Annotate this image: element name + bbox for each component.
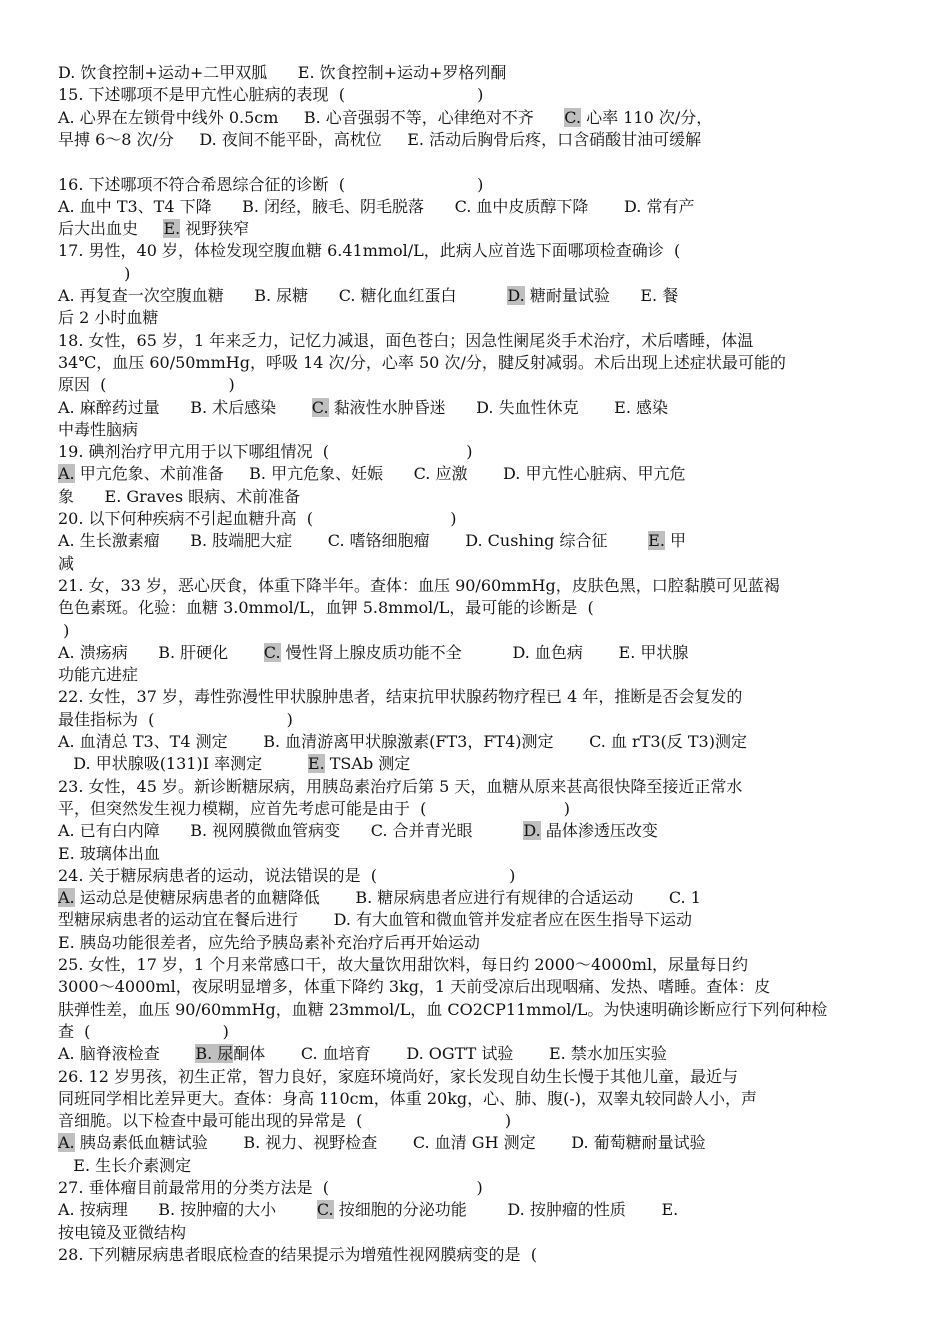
text-line: 16. 下述哪项不符合希恩综合征的诊断 ( ) — [58, 174, 484, 194]
answer-highlight: E. — [307, 754, 325, 774]
text-line: ) — [58, 620, 70, 640]
text-line: 后大出血史 E. 视野狭窄 — [58, 219, 250, 239]
text-line: E. 胰岛功能很差者，应先给予胰岛素补充治疗后再开始运动 — [58, 932, 480, 952]
text-line: 中毒性脑病 — [58, 419, 139, 439]
text-line: A. 脑脊液检查 B. 尿酮体 C. 血培育 D. OGTT 试验 E. 禁水加压实验 — [58, 1044, 667, 1064]
text-line: 同班同学相比差异更大。查体：身高 110cm，体重 20kg，心、肺、腹(-)，双睾丸较同龄人小，声 — [58, 1088, 758, 1108]
text-line: 肤弹性差，血压 90/60mmHg，血糖 23mmol/L，血 CO2CP11mmol/L。为快速明确诊断应行下列何种检 — [58, 999, 828, 1019]
text-line: 按电镜及亚微结构 — [58, 1222, 187, 1242]
answer-highlight: E. — [648, 531, 665, 551]
text-line: A. 麻醉药过量 B. 术后感染 C. 黏液性水肿昏迷 D. 失血性休克 E. 感染 — [58, 397, 669, 417]
text-line: A. 胰岛素低血糖试验 B. 视力、视野检查 C. 血清 GH 测定 D. 葡萄糖耐量试验 — [58, 1133, 706, 1153]
text-line: A. 按病理 B. 按肿瘤的大小 C. 按细胞的分泌功能 D. 按肿瘤的性质 E. — [58, 1200, 679, 1220]
text-line: 24. 关于糖尿病患者的运动，说法错误的是 ( ) — [58, 865, 516, 885]
answer-highlight: D. — [507, 286, 525, 305]
text-line: A. 运动总是使糖尿病患者的血糖降低 B. 糖尿病患者应进行有规律的合适运动 C. 1 — [58, 888, 701, 908]
text-line: 型糖尿病患者的运动宜在餐后进行 D. 有大血管和微血管并发症者应在医生指导下运动 — [58, 910, 693, 930]
text-line: 15. 下述哪项不是甲亢性心脏病的表现 ( ) — [58, 85, 484, 105]
text-line: A. 血中 T3、T4 下降 B. 闭经，腋毛、阴毛脱落 C. 血中皮质醇下降 D. 常有产 — [58, 196, 695, 216]
text-line: 功能亢进症 — [58, 665, 139, 685]
text-line: A. 心界在左锁骨中线外 0.5cm B. 心音强弱不等，心律绝对不齐 C. 心率 110 次/分， — [58, 107, 713, 127]
answer-highlight: C. — [311, 397, 329, 417]
text-line: 平，但突然发生视力模糊，应首先考虑可能是由于 ( ) — [58, 798, 570, 818]
answer-highlight: C. — [564, 107, 582, 127]
answer-highlight: C. — [263, 642, 281, 662]
text-line: 17. 男性，40 岁，体检发现空腹血糖 6.41mmol/L，此病人应首选下面哪项检查确诊 ( — [58, 241, 681, 261]
text-line — [58, 151, 888, 173]
text-line: 3000～4000ml，夜尿明显增多，体重下降约 3kg，1 天前受凉后出现咽痛、发热、嗜睡。查体：皮 — [58, 977, 771, 997]
answer-highlight: B. 尿 — [195, 1044, 234, 1064]
answer-highlight: A. — [58, 888, 75, 908]
text-line: A. 溃疡病 B. 肝硬化 C. 慢性肾上腺皮质功能不全 D. 血色病 E. 甲状腺 — [58, 642, 689, 662]
text-line: 28. 下列糖尿病患者眼底检查的结果提示为增殖性视网膜病变的是 ( — [58, 1244, 537, 1264]
text-line: 27. 垂体瘤目前最常用的分类方法是 ( ) — [58, 1178, 483, 1197]
text-line: 查 ( ) — [58, 1021, 229, 1041]
answer-highlight: E. — [163, 219, 181, 239]
answer-highlight: D. — [523, 821, 541, 841]
text-line: A. 生长激素瘤 B. 肢端肥大症 C. 嗜铬细胞瘤 D. Cushing 综合征 E. 甲 — [58, 531, 687, 551]
text-line: 25. 女性，17 岁，1 个月来常感口干，故大量饮用甜饮料，每日约 2000～4000ml，尿量每日约 — [58, 955, 749, 974]
text-line: A. 血清总 T3、T4 测定 B. 血清游离甲状腺激素(FT3，FT4)测定 C. 血 rT3(反 T3)测定 — [58, 732, 747, 751]
text-line: 象 E. Graves 眼病、术前准备 — [58, 486, 301, 506]
text-line: 音细脆。以下检查中最可能出现的异常是 ( ) — [58, 1111, 512, 1131]
text-line: 原因 ( ) — [58, 375, 235, 395]
answer-highlight: A. — [58, 1133, 75, 1153]
answer-highlight: A. — [58, 464, 75, 484]
text-line: 26. 12 岁男孩，初生正常，智力良好，家庭环境尚好，家长发现自幼生长慢于其他儿童，最近与 — [58, 1066, 738, 1086]
text-line: A. 再复查一次空腹血糖 B. 尿糖 C. 糖化血红蛋白 D. 糖耐量试验 E. 餐 — [58, 286, 679, 305]
text-line: E. 生长介素测定 — [58, 1155, 192, 1175]
text-line: 22. 女性，37 岁，毒性弥漫性甲状腺肿患者，结束抗甲状腺药物疗程已 4 年，推断是否会复发的 — [58, 687, 743, 707]
text-line: 21. 女，33 岁，恶心厌食，体重下降半年。查体：血压 90/60mmHg，皮肤色黑，口腔黏膜可见蓝褐 — [58, 575, 780, 595]
text-line: 18. 女性，65 岁，1 年来乏力，记忆力减退，面色苍白；因急性阑尾炎手术治疗，术后嗜睡，体温 — [58, 330, 754, 350]
text-line: D. 饮食控制+运动+二甲双胍 E. 饮食控制+运动+罗格列酮 — [58, 63, 507, 82]
text-line: 23. 女性，45 岁。新诊断糖尿病，用胰岛素治疗后第 5 天，血糖从原来甚高很快降至接近正常水 — [58, 776, 743, 796]
text-line: 19. 碘剂治疗甲亢用于以下哪组情况 ( ) — [58, 442, 473, 462]
text-line: 减 — [58, 553, 75, 573]
text-line: ) — [58, 263, 131, 283]
text-line: A. 甲亢危象、术前准备 B. 甲亢危象、妊娠 C. 应激 D. 甲亢性心脏病、甲亢危 — [58, 464, 686, 484]
text-line: 色色素斑。化验：血糖 3.0mmol/L，血钾 5.8mmol/L，最可能的诊断是 ( — [58, 598, 594, 618]
text-line: 34℃，血压 60/50mmHg，呼吸 14 次/分，心率 50 次/分，腱反射减弱。术后出现上述症状最可能的 — [58, 352, 786, 372]
text-line: E. 玻璃体出血 — [58, 843, 160, 863]
text-line: 最佳指标为 ( ) — [58, 709, 293, 729]
text-line: 后 2 小时血糖 — [58, 308, 159, 328]
text-line: A. 已有白内障 B. 视网膜微血管病变 C. 合并青光眼 D. 晶体渗透压改变 — [58, 821, 658, 841]
text-line: 早搏 6～8 次/分 D. 夜间不能平卧，高枕位 E. 活动后胸骨后疼，口含硝酸甘油可缓解 — [58, 129, 702, 149]
answer-highlight: C. — [316, 1200, 334, 1220]
text-line: 20. 以下何种疾病不引起血糖升高 ( ) — [58, 509, 457, 528]
text-line: D. 甲状腺吸(131)I 率测定 E. TSAb 测定 — [58, 754, 411, 774]
